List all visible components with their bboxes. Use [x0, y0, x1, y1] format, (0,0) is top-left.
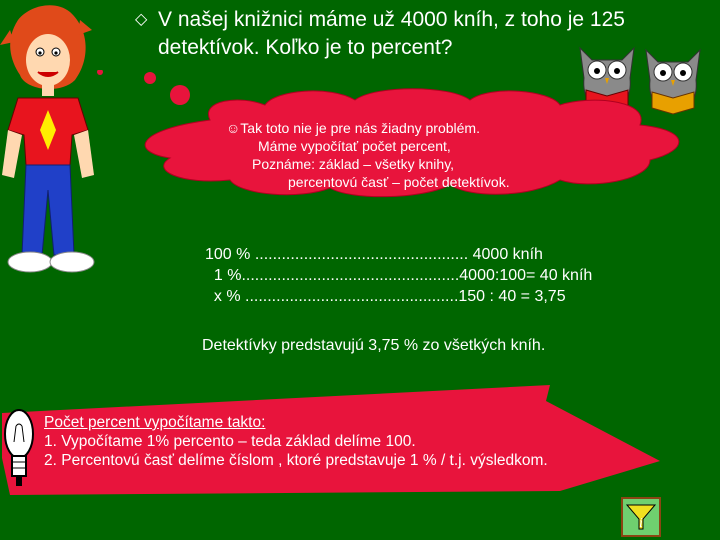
- calculation-block: [205, 244, 592, 307]
- cloud-line: ☺Tak toto nie je pre nás žiadny problém.: [226, 120, 480, 136]
- funnel-next-icon[interactable]: [621, 497, 661, 537]
- rules-text: [44, 413, 548, 470]
- cloud-line: percentovú časť – počet detektívok.: [288, 174, 510, 190]
- svg-text:i: i: [639, 516, 643, 530]
- diamond-bullet-icon: ◇: [135, 11, 148, 28]
- lightbulb-icon: [4, 406, 34, 491]
- rule-item: 1. Vypočítame 1% percento – teda základ delíme 100.: [44, 433, 416, 450]
- cloud-line: Poznáme: základ – všetky knihy,: [252, 156, 455, 172]
- cloud-line: Máme vypočítať počet percent,: [258, 138, 451, 154]
- calc-line: 100 % ................................................ 4000 kníh: [205, 246, 543, 263]
- slide-title: V našej knižnici máme už 4000 kníh, z toho je 125 detektívok. Koľko je to percent?: [158, 8, 625, 59]
- calc-line: 1 %.................................................4000:100= 40 kníh: [205, 267, 593, 284]
- conclusion-text: Detektívky predstavujú 3,75 % zo všetkých kníh.: [202, 337, 546, 354]
- cloud-text: [200, 119, 580, 191]
- rule-item: 2. Percentovú časť delíme číslom , ktoré predstavuje 1 % / t.j. výsledkom.: [44, 452, 548, 469]
- rules-heading: Počet percent vypočítame takto:: [44, 414, 266, 431]
- calc-line: x % ................................................150 : 40 = 3,75: [205, 288, 566, 305]
